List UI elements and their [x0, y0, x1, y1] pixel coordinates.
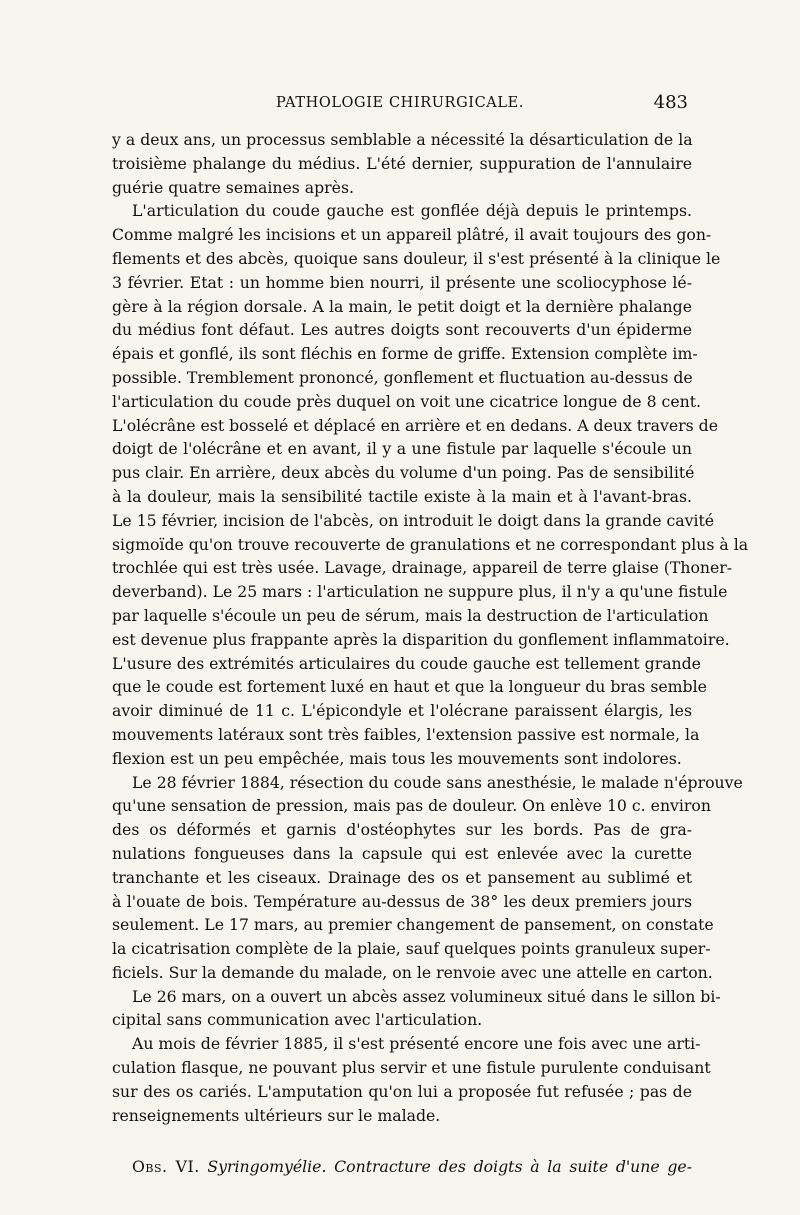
- text-line: sur des os cariés. L'amputation qu'on lui a proposée fut refusée ; pas de: [112, 1081, 692, 1101]
- text-line: Comme malgré les incisions et un appareil plâtré, il avait toujours des gon-: [112, 225, 712, 245]
- text-line: est devenue plus frappante après la disparition du gonflement inflammatoire.: [112, 629, 730, 649]
- text-line: gère à la région dorsale. A la main, le petit doigt et la dernière phalange: [112, 296, 692, 316]
- text-line: troisième phalange du médius. L'été dernier, suppuration de l'annulaire: [112, 153, 692, 173]
- text-line: culation flasque, ne pouvant plus servir et une fistule purulente conduisant: [112, 1058, 711, 1078]
- text-line: à la douleur, mais la sensibilité tactile existe à la main et à l'avant-bras.: [112, 486, 692, 506]
- paragraph: [112, 771, 743, 985]
- text-line: L'usure des extrémités articulaires du coude gauche est tellement grande: [112, 653, 701, 673]
- paragraph: [112, 199, 749, 770]
- paragraph: [112, 985, 721, 1033]
- text-line: la cicatrisation complète de la plaie, sauf quelques points granuleux super-: [112, 939, 711, 959]
- text-line: flexion est un peu empêchée, mais tous les mouvements sont indolores.: [112, 748, 682, 768]
- observation-heading: [112, 1155, 692, 1179]
- text-line: Le 15 février, incision de l'abcès, on introduit le doigt dans la grande cavité: [112, 510, 715, 530]
- text-line: ficiels. Sur la demande du malade, on le renvoie avec une attelle en carton.: [112, 962, 713, 982]
- text-line: mouvements latéraux sont très faibles, l'extension passive est normale, la: [112, 724, 700, 744]
- running-title: PATHOLOGIE CHIRURGICALE.: [276, 95, 524, 111]
- text-line: nulations fongueuses dans la capsule qui est enlevée avec la curette: [112, 843, 692, 863]
- text-line: flements et des abcès, quoique sans douleur, il s'est présenté à la clinique le: [112, 248, 721, 268]
- text-line: des os déformés et garnis d'ostéophytes sur les bords. Pas de gra-: [112, 820, 692, 840]
- observation-title: Syringomyélie. Contracture des doigts à la suite d'une ge-: [207, 1157, 692, 1177]
- text-line: l'articulation du coude près duquel on voit une cicatrice longue de 8 cent.: [112, 391, 702, 411]
- page-number: 483: [653, 92, 688, 113]
- text-line: du médius font défaut. Les autres doigts sont recouverts d'un épiderme: [112, 320, 692, 340]
- text-line: guérie quatre semaines après.: [112, 177, 355, 197]
- text-line: que le coude est fortement luxé en haut et que la longueur du bras semble: [112, 677, 707, 697]
- text-line: tranchante et les ciseaux. Drainage des os et pansement au sublimé et: [112, 867, 692, 887]
- text-line: doigt de l'olécrâne et en avant, il y a une fistule par laquelle s'écoule un: [112, 439, 692, 459]
- text-line: Le 28 février 1884, résection du coude sans anesthésie, le malade n'éprouve: [132, 772, 743, 792]
- text-line: seulement. Le 17 mars, au premier changement de pansement, on constate: [112, 915, 714, 935]
- text-line: deverband). Le 25 mars : l'articulation ne suppure plus, il n'y a qu'une fistule: [112, 582, 728, 602]
- body-text: [112, 128, 749, 1179]
- text-line: pus clair. En arrière, deux abcès du volume d'un poing. Pas de sensibilité: [112, 463, 695, 483]
- text-line: 3 février. Etat : un homme bien nourri, il présente une scoliocyphose lé-: [112, 272, 692, 292]
- text-line: par laquelle s'écoule un peu de sérum, mais la destruction de l'articulation: [112, 605, 709, 625]
- text-line: renseignements ultérieurs sur le malade.: [112, 1105, 441, 1125]
- text-line: trochlée qui est très usée. Lavage, drainage, appareil de terre glaise (Thoner-: [112, 558, 733, 578]
- text-line: L'articulation du coude gauche est gonflée déjà depuis le printemps.: [132, 201, 692, 221]
- text-line: y a deux ans, un processus semblable a nécessité la désarticulation de la: [112, 130, 693, 149]
- text-line: sigmoïde qu'on trouve recouverte de granulations et ne correspondant plus à la: [112, 534, 749, 554]
- paragraph: [112, 128, 692, 199]
- text-line: Le 26 mars, on a ouvert un abcès assez volumineux situé dans le sillon bi-: [132, 986, 721, 1006]
- text-line: à l'ouate de bois. Température au-dessus de 38° les deux premiers jours: [112, 891, 692, 911]
- page-header: [112, 92, 688, 121]
- text-line: possible. Tremblement prononcé, gonflement et fluctuation au-dessus de: [112, 367, 693, 387]
- text-line: cipital sans communication avec l'articulation.: [112, 1010, 483, 1030]
- text-line: épais et gonflé, ils sont fléchis en forme de griffe. Extension complète im-: [112, 344, 698, 364]
- observation-label: Obs. VI.: [132, 1157, 200, 1177]
- text-line: qu'une sensation de pression, mais pas de douleur. On enlève 10 c. environ: [112, 796, 711, 816]
- text-line: Au mois de février 1885, il s'est présenté encore une fois avec une arti-: [132, 1034, 701, 1054]
- paragraph: [112, 1032, 711, 1127]
- text-line: avoir diminué de 11 c. L'épicondyle et l'olécrane paraissent élargis, les: [112, 701, 692, 721]
- text-line: L'olécrâne est bosselé et déplacé en arrière et en dedans. A deux travers de: [112, 415, 718, 435]
- section-gap: [112, 1127, 692, 1155]
